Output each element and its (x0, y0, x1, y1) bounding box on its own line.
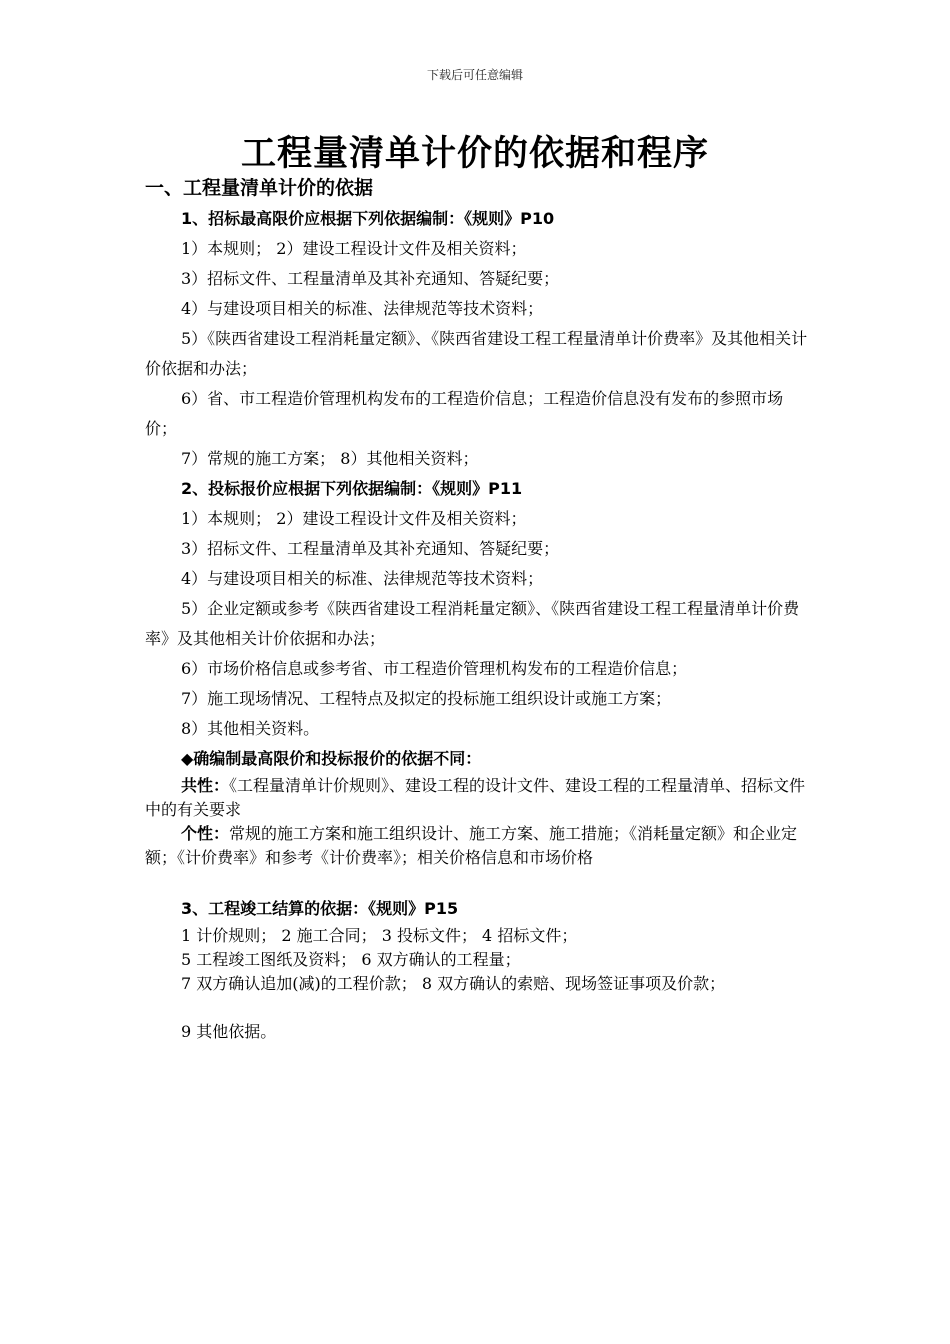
section-heading: 一、工程量清单计价的依据 (145, 177, 374, 199)
document-body (145, 172, 810, 1044)
list-item: 7）施工现场情况、工程特点及拟定的投标施工组织设计或施工方案； (181, 689, 672, 708)
list-item: 9 其他依据。 (181, 1022, 277, 1041)
difference-heading: ◆确编制最高限价和投标报价的依据不同： (181, 749, 482, 768)
list-item: 4）与建设项目相关的标准、法律规范等技术资料； (181, 299, 544, 318)
subsection-heading-2: 2、投标报价应根据下列依据编制：《规则》P11 (181, 479, 523, 498)
common-text: 《工程量清单计价规则》、建设工程的设计文件、建设工程的工程量清单、招标文件中的有关要求 (145, 776, 806, 819)
list-item: 6）市场价格信息或参考省、市工程造价管理机构发布的工程造价信息； (181, 659, 688, 678)
list-item: 1）本规则； 2）建设工程设计文件及相关资料； (181, 509, 527, 528)
special-paragraph (145, 822, 810, 894)
list-item: 3）招标文件、工程量清单及其补充通知、答疑纪要； (181, 539, 560, 558)
list-item: 8）其他相关资料。 (181, 719, 320, 738)
subsection-heading-1: 1、招标最高限价应根据下列依据编制：《规则》P10 (181, 209, 555, 228)
special-label: 个性： (181, 824, 230, 843)
special-text: 常规的施工方案和施工组织设计、施工方案、施工措施；《消耗量定额》和企业定额；《计价费率》和参考《计价费率》；相关价格信息和市场价格 (145, 824, 798, 867)
list-item: 4）与建设项目相关的标准、法律规范等技术资料； (181, 569, 544, 588)
list-item: 1）本规则； 2）建设工程设计文件及相关资料； (181, 239, 527, 258)
list-item: 3）招标文件、工程量清单及其补充通知、答疑纪要； (181, 269, 560, 288)
list-item: 6）省、市工程造价管理机构发布的工程造价信息；工程造价信息没有发布的参照市场价； (145, 389, 784, 438)
common-label: 共性： (181, 776, 230, 795)
list-item: 5）《陕西省建设工程消耗量定额》、《陕西省建设工程工程量清单计价费率》及其他相关计价依据和办法； (145, 329, 808, 378)
list-item: 5 工程竣工图纸及资料； 6 双方确认的工程量； (181, 950, 521, 969)
list-item: 1 计价规则； 2 施工合同； 3 投标文件； 4 招标文件； (181, 926, 578, 945)
list-item: 5）企业定额或参考《陕西省建设工程消耗量定额》、《陕西省建设工程工程量清单计价费率》及其他相关计价依据和办法； (145, 599, 800, 648)
page-header: 下载后可任意编辑 (426, 68, 523, 82)
subsection-heading-3: 3、工程竣工结算的依据：《规则》P15 (181, 899, 459, 918)
list-item: 7）常规的施工方案； 8）其他相关资料； (181, 449, 479, 468)
list-item: 7 双方确认追加(减)的工程价款； 8 双方确认的索赔、现场签证事项及价款； (181, 974, 726, 993)
common-paragraph (145, 774, 810, 822)
document-title: 工程量清单计价的依据和程序 (240, 134, 709, 174)
